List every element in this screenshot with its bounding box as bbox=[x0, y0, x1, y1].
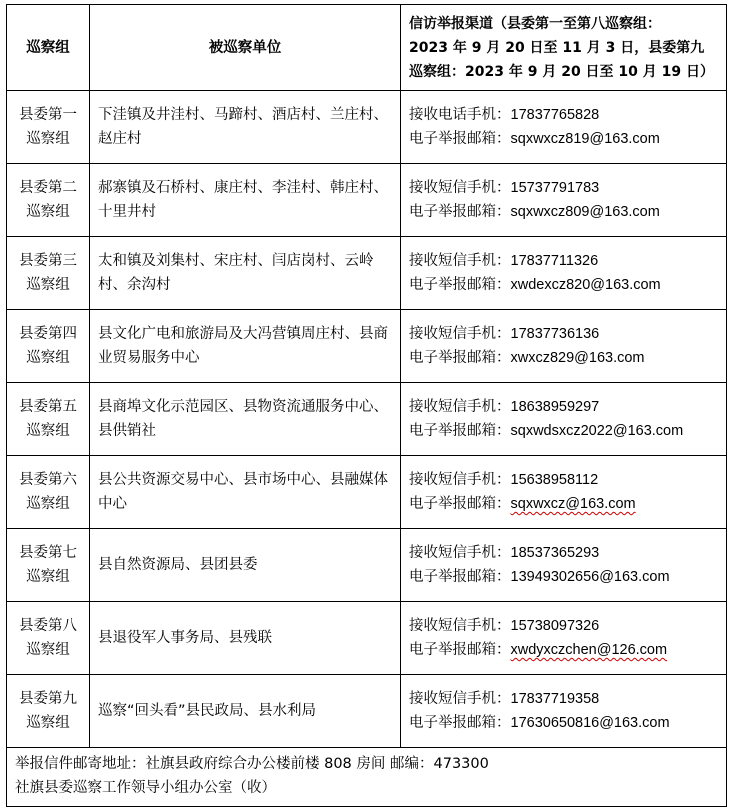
phone-number: 15738097326 bbox=[510, 618, 600, 634]
group-cell bbox=[7, 164, 90, 237]
channels-cell bbox=[401, 164, 727, 237]
group-name-line1: 县委第三 bbox=[19, 253, 77, 269]
group-cell bbox=[7, 383, 90, 456]
channels-cell bbox=[401, 310, 727, 383]
group-cell bbox=[7, 237, 90, 310]
phone-number: 18638959297 bbox=[510, 399, 600, 415]
header-channels-line3: 巡察组：2023 年 9 月 20 日至 10 月 19 日） bbox=[409, 63, 715, 80]
phone-label: 接收短信手机： bbox=[409, 326, 511, 342]
header-units: 被巡察单位 bbox=[90, 5, 401, 91]
group-name-line1: 县委第六 bbox=[19, 472, 77, 488]
table-row bbox=[7, 91, 727, 164]
header-channels-line2: 2023 年 9 月 20 日至 11 月 3 日，县委第九 bbox=[409, 39, 705, 56]
units-cell: 郝寨镇及石桥村、康庄村、李洼村、韩庄村、十里井村 bbox=[90, 164, 401, 237]
phone-number: 17837711326 bbox=[510, 253, 599, 269]
group-name-line1: 县委第九 bbox=[19, 691, 77, 707]
group-name-line1: 县委第七 bbox=[19, 545, 77, 561]
phone-label: 接收电话手机： bbox=[409, 107, 511, 123]
email-address[interactable]: xwxcz829@163.com bbox=[510, 350, 645, 366]
phone-label: 接收短信手机： bbox=[409, 472, 511, 488]
email-label: 电子举报邮箱： bbox=[409, 423, 511, 439]
group-cell bbox=[7, 675, 90, 748]
phone-number: 17837736136 bbox=[510, 326, 600, 342]
email-label: 电子举报邮箱： bbox=[409, 204, 511, 220]
mailing-address: 举报信件邮寄地址：社旗县政府综合办公楼前楼 808 房间 邮编：473300 bbox=[15, 756, 489, 772]
table-row bbox=[7, 237, 727, 310]
phone-number: 15638958112 bbox=[510, 472, 599, 488]
units-cell: 巡察“回头看”县民政局、县水利局 bbox=[90, 675, 401, 748]
group-name-line2: 巡察组 bbox=[26, 715, 70, 731]
phone-number: 15737791783 bbox=[510, 180, 600, 196]
table-row bbox=[7, 310, 727, 383]
group-cell bbox=[7, 529, 90, 602]
email-label: 电子举报邮箱： bbox=[409, 715, 511, 731]
phone-number: 18537365293 bbox=[510, 545, 600, 561]
channels-cell bbox=[401, 91, 727, 164]
email-label: 电子举报邮箱： bbox=[409, 131, 511, 147]
group-cell bbox=[7, 456, 90, 529]
group-name-line2: 巡察组 bbox=[26, 642, 70, 658]
email-address[interactable]: sqxwxcz@163.com bbox=[510, 496, 636, 512]
channels-cell bbox=[401, 529, 727, 602]
email-label: 电子举报邮箱： bbox=[409, 642, 511, 658]
phone-number: 17837719358 bbox=[510, 691, 600, 707]
table-header-row bbox=[7, 5, 727, 91]
inspection-table bbox=[6, 4, 727, 807]
units-cell: 县自然资源局、县团县委 bbox=[90, 529, 401, 602]
phone-label: 接收短信手机： bbox=[409, 545, 511, 561]
table-row bbox=[7, 164, 727, 237]
email-label: 电子举报邮箱： bbox=[409, 277, 511, 293]
email-address[interactable]: xwdyxczchen@126.com bbox=[510, 642, 668, 658]
phone-label: 接收短信手机： bbox=[409, 691, 511, 707]
group-name-line2: 巡察组 bbox=[26, 204, 70, 220]
email-label: 电子举报邮箱： bbox=[409, 496, 511, 512]
units-cell: 太和镇及刘集村、宋庄村、闫店岗村、云岭村、余沟村 bbox=[90, 237, 401, 310]
header-channels bbox=[401, 5, 727, 91]
group-name-line2: 巡察组 bbox=[26, 131, 70, 147]
table-row bbox=[7, 529, 727, 602]
group-name-line2: 巡察组 bbox=[26, 496, 70, 512]
channels-cell bbox=[401, 602, 727, 675]
group-name-line2: 巡察组 bbox=[26, 277, 70, 293]
phone-label: 接收短信手机： bbox=[409, 399, 511, 415]
table-footer-row bbox=[7, 748, 727, 807]
table-row bbox=[7, 456, 727, 529]
group-name-line1: 县委第八 bbox=[19, 618, 77, 634]
units-cell: 县文化广电和旅游局及大冯营镇周庄村、县商业贸易服务中心 bbox=[90, 310, 401, 383]
units-cell: 县退役军人事务局、县残联 bbox=[90, 602, 401, 675]
group-cell bbox=[7, 91, 90, 164]
units-cell: 县公共资源交易中心、县市场中心、县融媒体中心 bbox=[90, 456, 401, 529]
table-row bbox=[7, 383, 727, 456]
header-group: 巡察组 bbox=[7, 5, 90, 91]
mailing-address-cell bbox=[7, 748, 727, 807]
channels-cell bbox=[401, 675, 727, 748]
phone-label: 接收短信手机： bbox=[409, 180, 511, 196]
group-name-line2: 巡察组 bbox=[26, 423, 70, 439]
email-label: 电子举报邮箱： bbox=[409, 569, 511, 585]
phone-label: 接收短信手机： bbox=[409, 618, 511, 634]
header-channels-line1: 信访举报渠道（县委第一至第八巡察组： bbox=[409, 15, 661, 32]
email-address[interactable]: xwdexcz820@163.com bbox=[510, 277, 661, 293]
channels-cell bbox=[401, 237, 727, 310]
email-address[interactable]: 17630650816@163.com bbox=[510, 715, 670, 731]
table-row bbox=[7, 675, 727, 748]
channels-cell bbox=[401, 456, 727, 529]
group-cell bbox=[7, 310, 90, 383]
phone-number: 17837765828 bbox=[510, 107, 600, 123]
group-name-line2: 巡察组 bbox=[26, 350, 70, 366]
email-address[interactable]: 13949302656@163.com bbox=[510, 569, 670, 585]
email-address[interactable]: sqxwxcz809@163.com bbox=[510, 204, 660, 220]
email-label: 电子举报邮箱： bbox=[409, 350, 511, 366]
recipient-office: 社旗县委巡察工作领导小组办公室（收） bbox=[15, 780, 276, 796]
units-cell: 下洼镇及井洼村、马蹄村、酒店村、兰庄村、赵庄村 bbox=[90, 91, 401, 164]
group-name-line2: 巡察组 bbox=[26, 569, 70, 585]
phone-label: 接收短信手机： bbox=[409, 253, 511, 269]
units-cell: 县商埠文化示范园区、县物资流通服务中心、县供销社 bbox=[90, 383, 401, 456]
group-name-line1: 县委第五 bbox=[19, 399, 77, 415]
group-cell bbox=[7, 602, 90, 675]
group-name-line1: 县委第二 bbox=[19, 180, 77, 196]
email-address[interactable]: sqxwxcz819@163.com bbox=[510, 131, 660, 147]
group-name-line1: 县委第一 bbox=[19, 107, 77, 123]
group-name-line1: 县委第四 bbox=[19, 326, 77, 342]
channels-cell bbox=[401, 383, 727, 456]
table-row bbox=[7, 602, 727, 675]
email-address[interactable]: sqxwdsxcz2022@163.com bbox=[510, 423, 684, 439]
